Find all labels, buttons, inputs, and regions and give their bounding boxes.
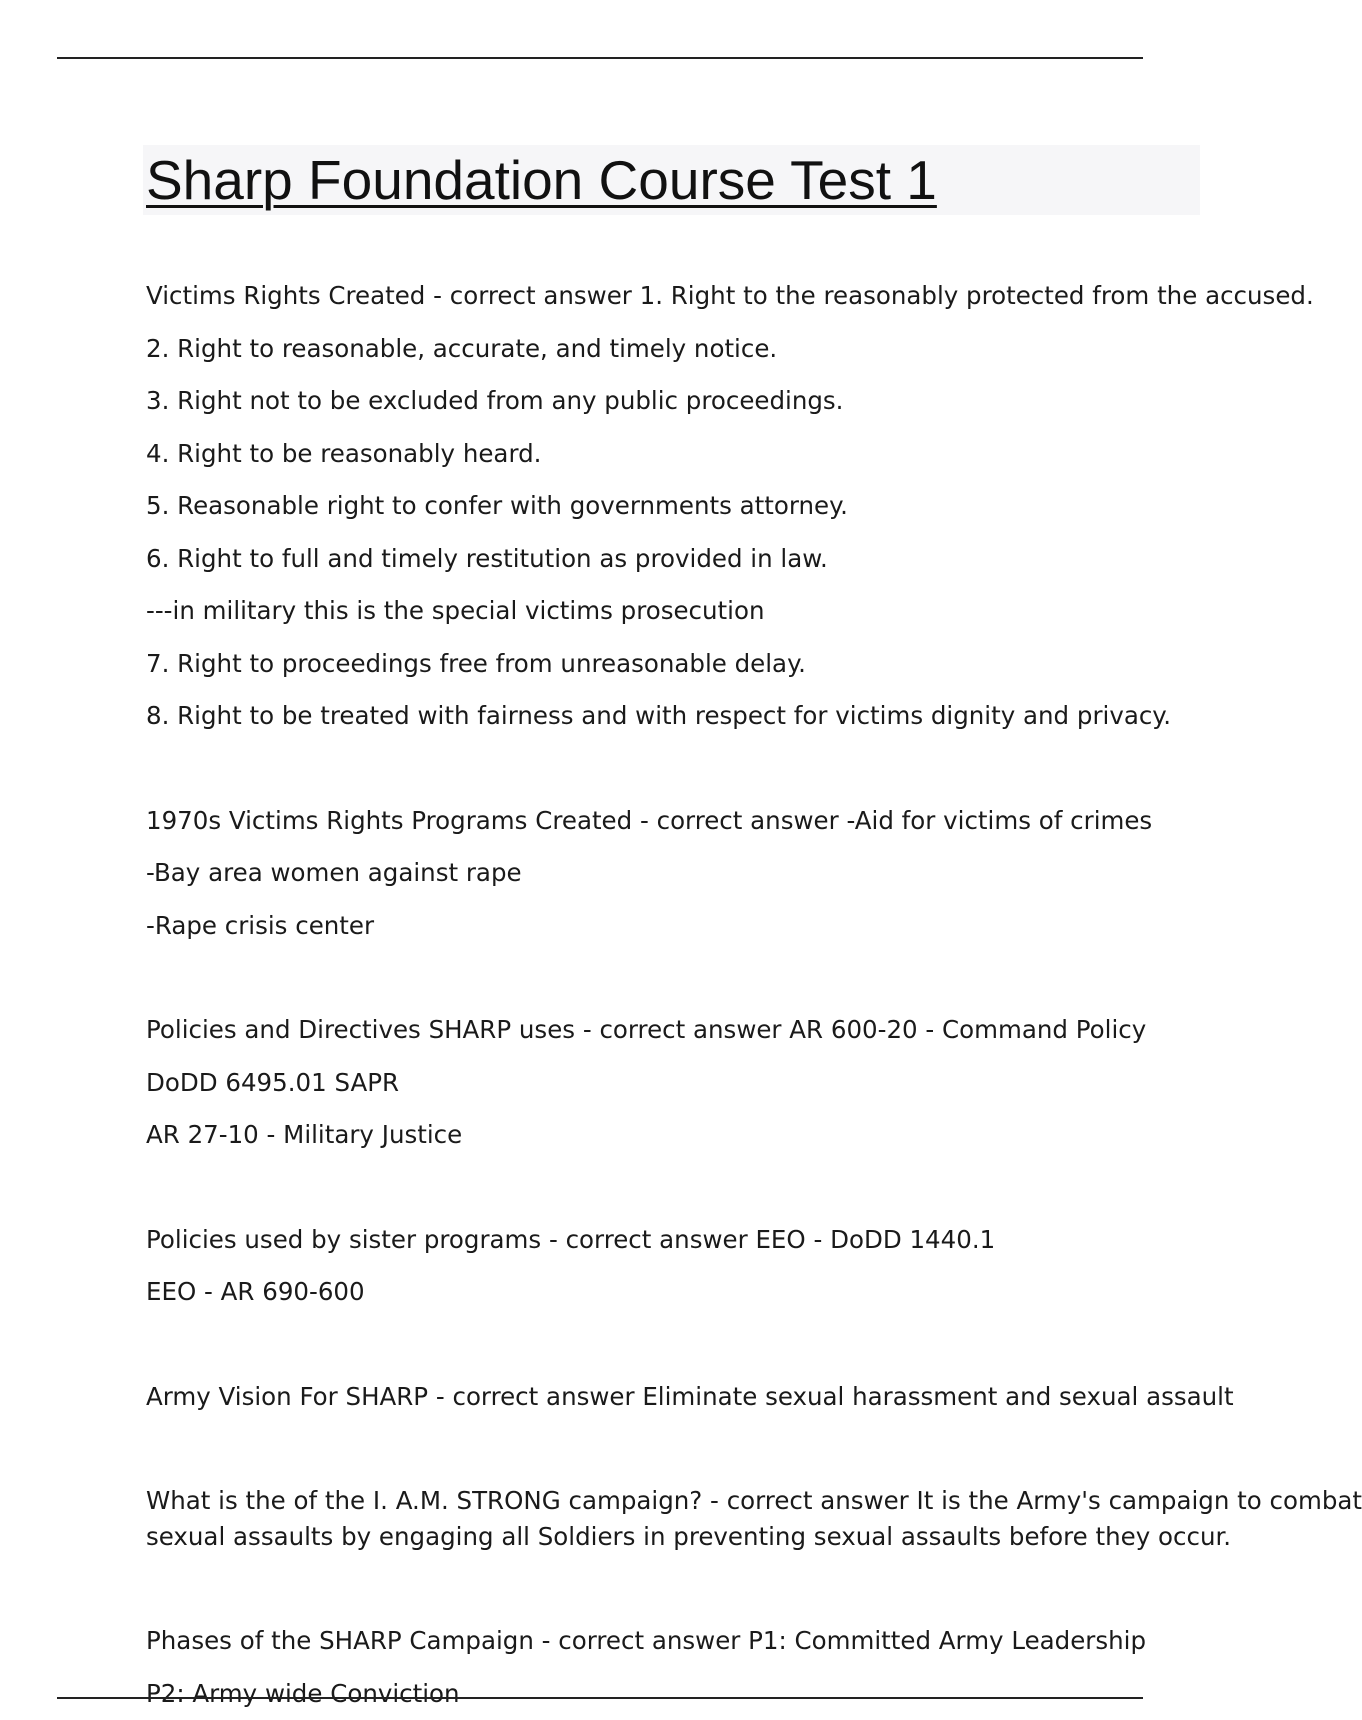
text-line: -Rape crisis center <box>146 900 1200 953</box>
page-bottom-rule <box>57 1697 1143 1699</box>
text-line: 4. Right to be reasonably heard. <box>146 428 1200 481</box>
text-line: EEO - AR 690-600 <box>146 1266 1200 1319</box>
text-line: sexual assaults by engaging all Soldiers in preventing sexual assaults before they occur. <box>146 1519 1200 1555</box>
page-top-rule <box>57 57 1143 59</box>
document-body <box>146 270 1200 1700</box>
text-line: What is the of the I. A.M. STRONG campaign? - correct answer It is the Army's campaign to combat <box>146 1475 1200 1519</box>
text-line: 2. Right to reasonable, accurate, and timely notice. <box>146 323 1200 376</box>
qa-section <box>146 1371 1200 1424</box>
text-line: 6. Right to full and timely restitution as provided in law. <box>146 533 1200 586</box>
text-line: DoDD 6495.01 SAPR <box>146 1057 1200 1110</box>
qa-section <box>146 270 1200 743</box>
qa-section <box>146 1475 1200 1555</box>
text-line: AR 27-10 - Military Justice <box>146 1109 1200 1162</box>
text-line: Policies and Directives SHARP uses - correct answer AR 600-20 - Command Policy <box>146 1004 1200 1057</box>
text-line: 5. Reasonable right to confer with governments attorney. <box>146 480 1200 533</box>
text-line: -Bay area women against rape <box>146 847 1200 900</box>
text-line: 3. Right not to be excluded from any public proceedings. <box>146 375 1200 428</box>
text-line: Army Vision For SHARP - correct answer Eliminate sexual harassment and sexual assault <box>146 1371 1200 1424</box>
qa-section <box>146 1004 1200 1162</box>
text-line: Phases of the SHARP Campaign - correct answer P1: Committed Army Leadership <box>146 1615 1200 1668</box>
text-line: 8. Right to be treated with fairness and with respect for victims dignity and privacy. <box>146 690 1200 743</box>
qa-section <box>146 795 1200 953</box>
text-line: Victims Rights Created - correct answer 1. Right to the reasonably protected from the accused. <box>146 270 1200 323</box>
qa-section <box>146 1615 1200 1720</box>
text-line: 1970s Victims Rights Programs Created - correct answer -Aid for victims of crimes <box>146 795 1200 848</box>
text-line: Policies used by sister programs - correct answer EEO - DoDD 1440.1 <box>146 1214 1200 1267</box>
text-line: 7. Right to proceedings free from unreasonable delay. <box>146 638 1200 691</box>
text-line: ---in military this is the special victims prosecution <box>146 585 1200 638</box>
text-line: P2: Army wide Conviction <box>146 1668 1200 1720</box>
qa-section <box>146 1214 1200 1319</box>
page-title: Sharp Foundation Course Test 1 <box>146 146 937 214</box>
